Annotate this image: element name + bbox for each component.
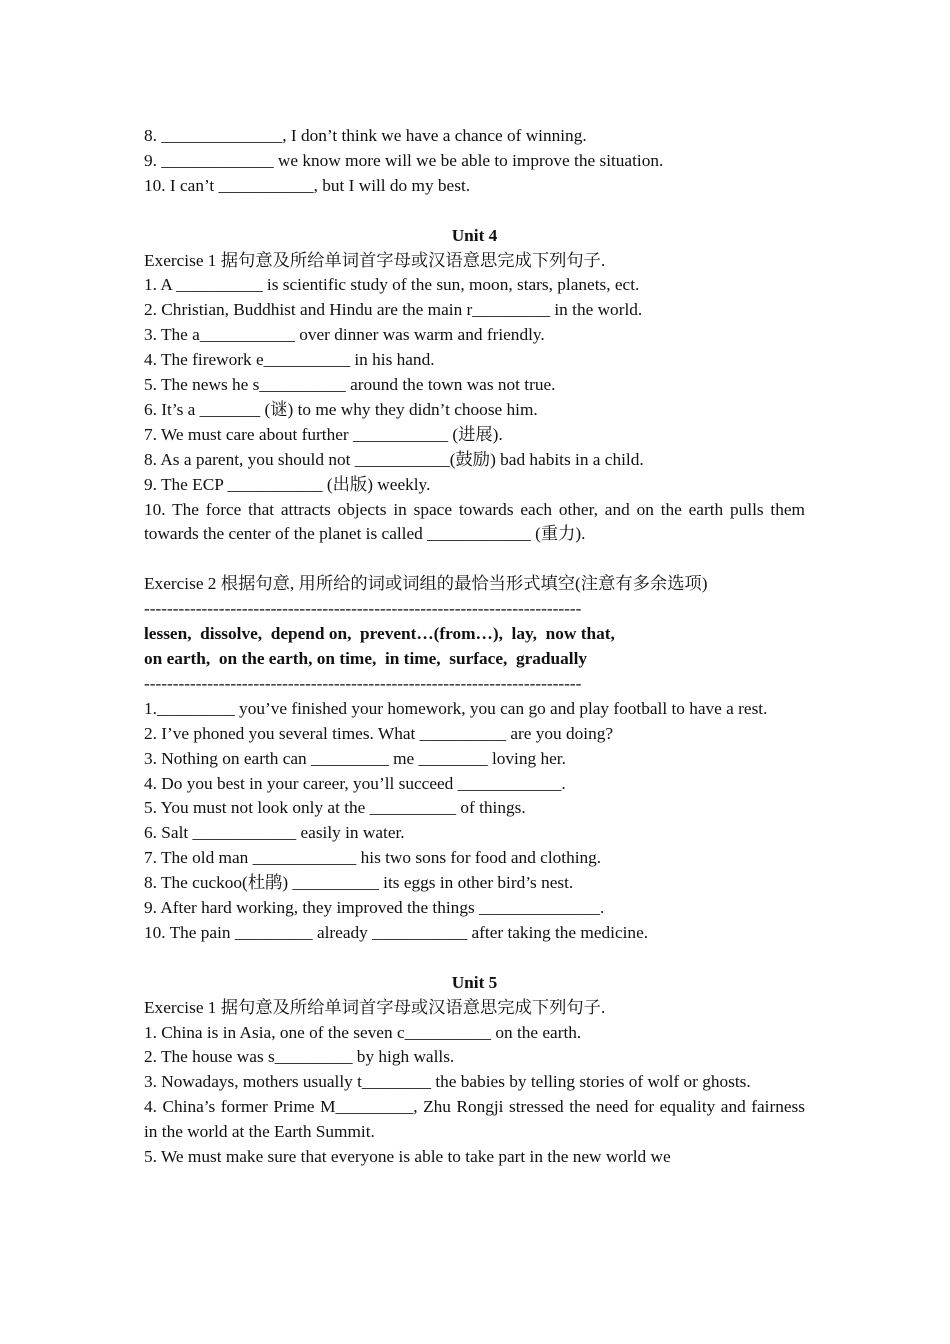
exercise-line: 8. ______________, I don’t think we have a chance of winning. xyxy=(144,126,587,145)
exercise-line: 10. The pain _________ already ___________ after taking the medicine. xyxy=(144,922,649,942)
unit-5-title: Unit 5 xyxy=(451,972,498,992)
exercise-line: 8. As a parent, you should not ___________(鼓励) bad habits in a child. xyxy=(144,449,644,469)
word-bank-line: on earth, on the earth, on time, in time, surface, gradually xyxy=(144,649,588,668)
exercise-line: 7. We must care about further ___________ (进展). xyxy=(144,424,503,444)
exercise-line: 7. The old man ____________ his two sons for food and clothing. xyxy=(144,848,602,868)
unit-5-exercise-1-heading: Exercise 1 据句意及所给单词首字母或汉语意思完成下列句子. xyxy=(144,997,606,1017)
exercise-line: 5. We must make sure that everyone is able to take part in the new world we xyxy=(144,1147,671,1167)
spacer xyxy=(144,946,805,971)
exercise-line: 1._________ you’ve finished your homework, you can go and play football to have a rest. xyxy=(144,698,768,718)
exercise-line: 2. Christian, Buddhist and Hindu are the main r_________ in the world. xyxy=(144,300,643,320)
spacer xyxy=(144,199,805,224)
exercise-line: 3. The a___________ over dinner was warm and friendly. xyxy=(144,325,545,345)
exercise-line: 1. China is in Asia, one of the seven c__________ on the earth. xyxy=(144,1022,582,1042)
unit-4-exercise-1-heading: Exercise 1 据句意及所给单词首字母或汉语意思完成下列句子. xyxy=(144,250,606,270)
divider-line: ---------------------------------------------------------------------------- xyxy=(144,599,582,619)
spacer xyxy=(144,547,805,572)
exercise-line: 10. The force that attracts objects in space towards each other, and on the earth pulls them towards the center of the planet is called ____________ (重力). xyxy=(144,499,810,544)
unit-4-title: Unit 4 xyxy=(451,225,498,245)
exercise-line: 5. You must not look only at the __________ of things. xyxy=(144,798,526,818)
unit-4-exercise-2-heading: Exercise 2 根据句意, 用所给的词或词组的最恰当形式填空(注意有多余选项) xyxy=(144,574,708,594)
exercise-line: 10. I can’t ___________, but I will do my best. xyxy=(144,175,471,195)
exercise-line: 3. Nothing on earth can _________ me ________ loving her. xyxy=(144,748,566,768)
exercise-line: 9. The ECP ___________ (出版) weekly. xyxy=(144,474,431,494)
exercise-line: 4. China’s former Prime M_________, Zhu Rongji stressed the need for equality and fairness in the world at the Earth Summit. xyxy=(144,1097,810,1142)
exercise-line: 3. Nowadays, mothers usually t________ the babies by telling stories of wolf or ghosts. xyxy=(144,1072,751,1092)
exercise-line: 5. The news he s__________ around the town was not true. xyxy=(144,375,556,395)
exercise-line: 4. Do you best in your career, you’ll succeed ____________. xyxy=(144,773,566,793)
exercise-line: 1. A __________ is scientific study of the sun, moon, stars, planets, ect. xyxy=(144,275,640,295)
exercise-line: 8. The cuckoo(杜鹃) __________ its eggs in other bird’s nest. xyxy=(144,873,574,893)
exercise-line: 2. The house was s_________ by high walls. xyxy=(144,1047,455,1067)
document-page xyxy=(144,124,810,1170)
exercise-line: 9. _____________ we know more will we be able to improve the situation. xyxy=(144,150,664,170)
exercise-line: 2. I’ve phoned you several times. What __________ are you doing? xyxy=(144,723,614,743)
exercise-line: 6. Salt ____________ easily in water. xyxy=(144,823,405,843)
exercise-line: 9. After hard working, they improved the things ______________. xyxy=(144,898,605,918)
exercise-line: 6. It’s a _______ (谜) to me why they didn’t choose him. xyxy=(144,399,538,419)
divider-line: ---------------------------------------------------------------------------- xyxy=(144,673,582,693)
word-bank-line: lessen, dissolve, depend on, prevent…(from…), lay, now that, xyxy=(144,624,615,644)
exercise-line: 4. The firework e__________ in his hand. xyxy=(144,350,435,370)
